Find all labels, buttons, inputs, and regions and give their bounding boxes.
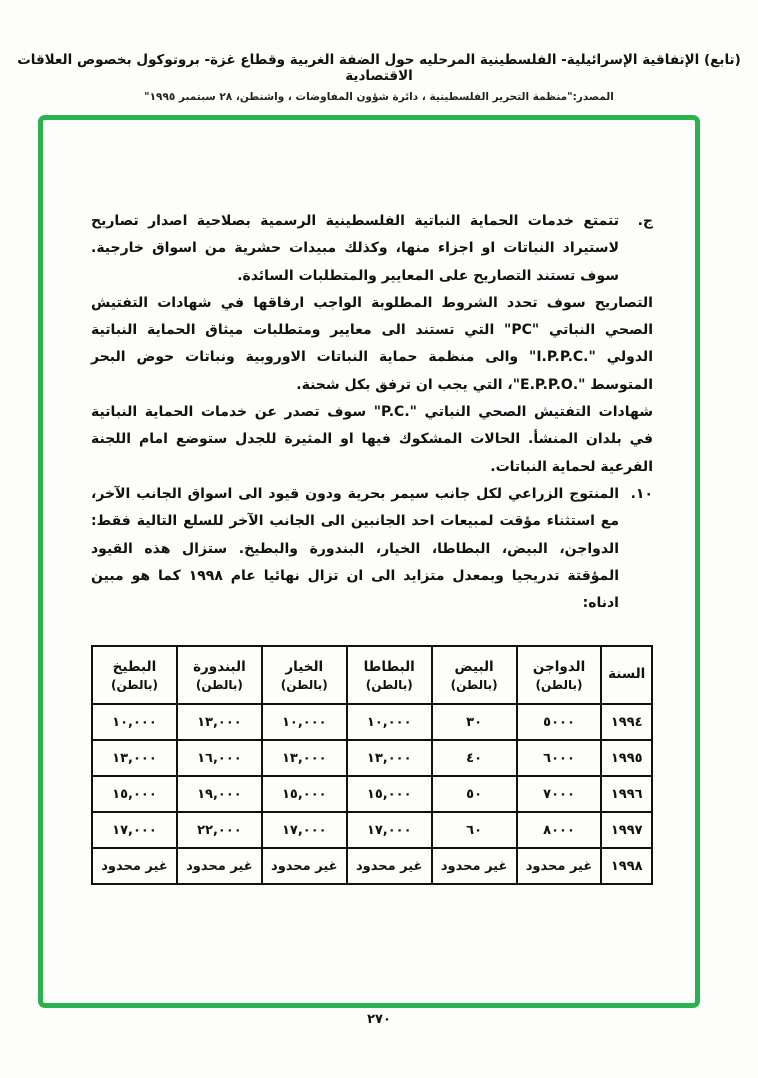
clause-10 bbox=[91, 481, 653, 617]
paragraph-certificates: شهادات التفتيش الصحي النباتي ".P.C" سوف تصدر عن خدمات الحماية النباتية في بلدان المنشأ. الحالات المشكوك فيها او المثيرة للجدل ستوضع امام اللجنة الفرعية لحماية النباتات. bbox=[91, 404, 653, 475]
clause-10-marker: ١٠. bbox=[630, 485, 653, 502]
cell-watermelon: غير محدود bbox=[92, 848, 177, 884]
cell-poultry: ٦٠٠٠ bbox=[517, 740, 602, 776]
cell-year: ١٩٩٨ bbox=[601, 848, 652, 884]
column-header-watermelon bbox=[92, 646, 177, 704]
cell-year: ١٩٩٥ bbox=[601, 740, 652, 776]
column-header-tomatoes bbox=[177, 646, 262, 704]
document-title: (تابع) الإتفاقية الإسرائيلية- الفلسطينية المرحليه حول الضفة الغربية وقطاع غزة- بروتوكول بخصوص العلاقات الاقتصادية bbox=[17, 52, 741, 84]
cell-potatoes: ١٣,٠٠٠ bbox=[347, 740, 432, 776]
cell-eggs: ٣٠ bbox=[432, 704, 517, 740]
cell-watermelon: ١٧,٠٠٠ bbox=[92, 812, 177, 848]
cell-cucumbers: ١٥,٠٠٠ bbox=[262, 776, 347, 812]
quota-table bbox=[91, 645, 653, 885]
column-title: البطاطا bbox=[363, 658, 415, 675]
quota-table-body bbox=[92, 704, 652, 884]
column-title: السنة bbox=[608, 665, 646, 682]
column-title: البيض bbox=[454, 658, 494, 675]
quota-table-head bbox=[92, 646, 652, 704]
page-number: ٢٧٠ bbox=[367, 1012, 391, 1027]
paragraph-permits: التصاريح سوف تحدد الشروط المطلوبة الواجب ارفاقها في شهادات التفتيش الصحي النباتي "PC" التي تستند الى معايير ومتطلبات ميثاق الحماية النباتية الدولي ".I.P.P.C" والى منظمة حماية النباتات الاوروبية ونباتات حوض البحر المتوسط ".E.P.P.O"، التي يجب ان ترفق بكل شحنة. bbox=[91, 294, 654, 393]
document-source: المصدر:"منظمة التحرير الفلسطينية ، دائرة شؤون المفاوضات ، واشنطن، ٢٨ سبتمبر ١٩٩٥" bbox=[144, 91, 614, 103]
column-header-eggs bbox=[432, 646, 517, 704]
clause-10-text: المنتوج الزراعي لكل جانب سيمر بحرية ودون قيود الى اسواق الجانب الآخر، مع استثناء مؤقت لمبيعات احد الجانبين الى الجانب الآخر للسلع التالية فقط: الدواجن، البيض، البطاطا، الخيار، البندورة والبطيخ. ستزال هذه القيود المؤقتة تدريجيا وبمعدل متزايد الى ان تزال نهائيا عام ١٩٩٨ كما هو مبين ادناه: bbox=[91, 485, 619, 612]
cell-tomatoes: غير محدود bbox=[177, 848, 262, 884]
cell-eggs: ٥٠ bbox=[432, 776, 517, 812]
column-unit: (بالطن) bbox=[280, 677, 328, 692]
column-unit: (بالطن) bbox=[365, 677, 413, 692]
cell-tomatoes: ٢٢,٠٠٠ bbox=[177, 812, 262, 848]
table-row-1995 bbox=[92, 740, 652, 776]
column-header-cucumbers bbox=[262, 646, 347, 704]
column-unit: (بالطن) bbox=[110, 677, 158, 692]
column-unit: (بالطن) bbox=[450, 677, 498, 692]
cell-cucumbers: ١٠,٠٠٠ bbox=[262, 704, 347, 740]
cell-tomatoes: ١٦,٠٠٠ bbox=[177, 740, 262, 776]
cell-eggs: غير محدود bbox=[432, 848, 517, 884]
cell-tomatoes: ١٣,٠٠٠ bbox=[177, 704, 262, 740]
cell-poultry: ٨٠٠٠ bbox=[517, 812, 602, 848]
cell-year: ١٩٩٤ bbox=[601, 704, 652, 740]
cell-watermelon: ١٥,٠٠٠ bbox=[92, 776, 177, 812]
cell-poultry: ٧٠٠٠ bbox=[517, 776, 602, 812]
table-row-1997 bbox=[92, 812, 652, 848]
clause-j bbox=[91, 208, 653, 290]
cell-poultry: غير محدود bbox=[517, 848, 602, 884]
table-header-row bbox=[92, 646, 652, 704]
column-title: البطيخ bbox=[112, 658, 157, 675]
cell-watermelon: ١٠,٠٠٠ bbox=[92, 704, 177, 740]
cell-cucumbers: ١٧,٠٠٠ bbox=[262, 812, 347, 848]
cell-potatoes: غير محدود bbox=[347, 848, 432, 884]
cell-cucumbers: غير محدود bbox=[262, 848, 347, 884]
cell-poultry: ٥٠٠٠ bbox=[517, 704, 602, 740]
column-title: الخيار bbox=[285, 658, 324, 675]
table-row-1996 bbox=[92, 776, 652, 812]
page-header bbox=[0, 52, 758, 103]
content-frame bbox=[38, 115, 700, 1008]
cell-potatoes: ١٥,٠٠٠ bbox=[347, 776, 432, 812]
column-title: البندورة bbox=[193, 658, 246, 675]
column-unit: (بالطن) bbox=[195, 677, 243, 692]
cell-potatoes: ١٠,٠٠٠ bbox=[347, 704, 432, 740]
document-body bbox=[43, 120, 695, 885]
column-unit: (بالطن) bbox=[535, 677, 583, 692]
cell-cucumbers: ١٣,٠٠٠ bbox=[262, 740, 347, 776]
cell-year: ١٩٩٧ bbox=[601, 812, 652, 848]
cell-eggs: ٦٠ bbox=[432, 812, 517, 848]
cell-tomatoes: ١٩,٠٠٠ bbox=[177, 776, 262, 812]
cell-potatoes: ١٧,٠٠٠ bbox=[347, 812, 432, 848]
clause-j-text: تتمتع خدمات الحماية النباتية الفلسطينية الرسمية بصلاحية اصدار تصاريح لاستيراد النباتات او اجزاء منها، وكذلك مبيدات حشرية من اسواق خارجية. سوف تستند التصاريح على المعايير والمتطلبات السائدة. bbox=[91, 213, 619, 284]
column-title: الدواجن bbox=[532, 658, 586, 675]
clause-j-marker: ج. bbox=[637, 213, 653, 229]
table-row-1998 bbox=[92, 848, 652, 884]
column-header-potatoes bbox=[347, 646, 432, 704]
cell-eggs: ٤٠ bbox=[432, 740, 517, 776]
cell-year: ١٩٩٦ bbox=[601, 776, 652, 812]
table-row-1994 bbox=[92, 704, 652, 740]
column-header-poultry bbox=[517, 646, 602, 704]
cell-watermelon: ١٣,٠٠٠ bbox=[92, 740, 177, 776]
column-header-year bbox=[601, 646, 652, 704]
